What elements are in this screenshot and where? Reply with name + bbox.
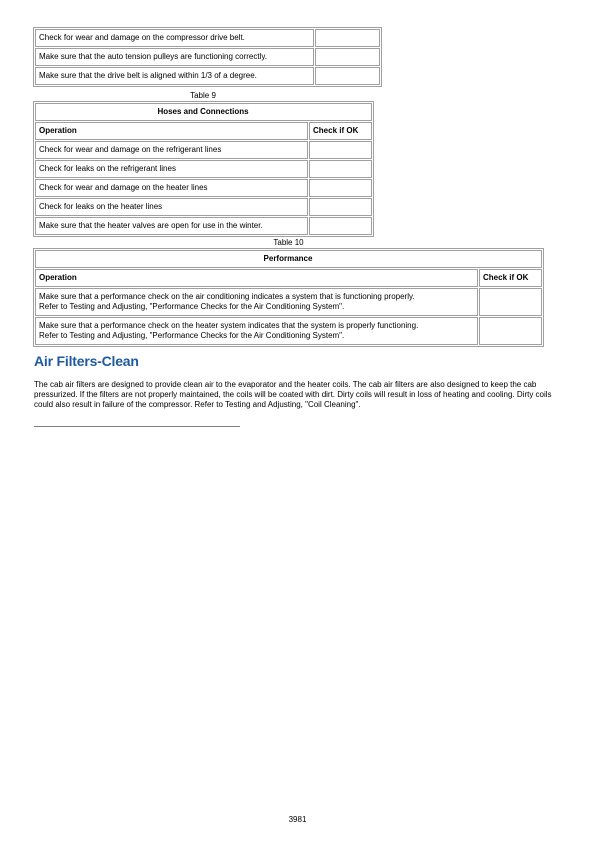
check-column-header: Check if OK (479, 269, 542, 287)
table-row (35, 217, 372, 235)
hoses-connections-table (33, 101, 374, 237)
table-header-row (35, 269, 542, 287)
check-cell (315, 67, 380, 85)
operation-column-header: Operation (35, 122, 308, 140)
check-cell (309, 141, 372, 159)
section-paragraph: The cab air filters are designed to provide clean air to the evaporator and the heater coils. The cab air filters are also designed to keep the cab pressurized. If the filters are not properly maintained, the coils will be coated with dirt. Dirty coils will result in loss of heating and cooling. Dirty coils could also result in failure of the compressor. Refer to Testing and Adjusting, "Coil Cleaning". (34, 380, 552, 409)
table-row (35, 67, 380, 85)
table-row (35, 288, 542, 316)
operation-cell (35, 317, 478, 345)
operation-text-line: Make sure that a performance check on the air conditioning indicates a system that is functioning properly. (39, 292, 415, 301)
operation-cell: Make sure that the heater valves are open for use in the winter. (35, 217, 308, 235)
table-group-header-row (35, 103, 372, 121)
check-cell (309, 198, 372, 216)
operation-cell: Make sure that the drive belt is aligned within 1/3 of a degree. (35, 67, 314, 85)
performance-table (33, 248, 544, 347)
table-row (35, 179, 372, 197)
table-row (35, 29, 380, 47)
check-cell (479, 317, 542, 345)
check-cell (315, 29, 380, 47)
table-row (35, 160, 372, 178)
operation-cell: Check for leaks on the refrigerant lines (35, 160, 308, 178)
table-row (35, 317, 542, 345)
operation-cell: Check for leaks on the heater lines (35, 198, 308, 216)
table-10-caption: Table 10 (273, 238, 304, 247)
operation-cell: Make sure that the auto tension pulleys are functioning correctly. (35, 48, 314, 66)
table-group-header-row (35, 250, 542, 268)
check-cell (479, 288, 542, 316)
check-column-header: Check if OK (309, 122, 372, 140)
operation-text-line: Refer to Testing and Adjusting, "Performance Checks for the Air Conditioning System". (39, 302, 345, 311)
operation-cell: Check for wear and damage on the refrigerant lines (35, 141, 308, 159)
operation-column-header: Operation (35, 269, 478, 287)
check-cell (309, 179, 372, 197)
table-group-header: Hoses and Connections (35, 103, 372, 121)
table-group-header: Performance (35, 250, 542, 268)
check-cell (309, 217, 372, 235)
operation-cell (35, 288, 478, 316)
operation-text-line: Refer to Testing and Adjusting, "Performance Checks for the Air Conditioning System". (39, 331, 345, 340)
section-heading: Air Filters-Clean (34, 353, 139, 369)
table-row (35, 198, 372, 216)
horizontal-rule (34, 426, 240, 427)
table-row (35, 48, 380, 66)
table-header-row (35, 122, 372, 140)
page-number: 3981 (288, 815, 307, 824)
table-9-caption: Table 9 (190, 91, 216, 100)
operation-text-line: Make sure that a performance check on the heater system indicates that the system is properly functioning. (39, 321, 419, 330)
check-cell (309, 160, 372, 178)
table-row (35, 141, 372, 159)
drive-belt-table (33, 27, 382, 87)
operation-cell: Check for wear and damage on the heater lines (35, 179, 308, 197)
check-cell (315, 48, 380, 66)
operation-cell: Check for wear and damage on the compressor drive belt. (35, 29, 314, 47)
